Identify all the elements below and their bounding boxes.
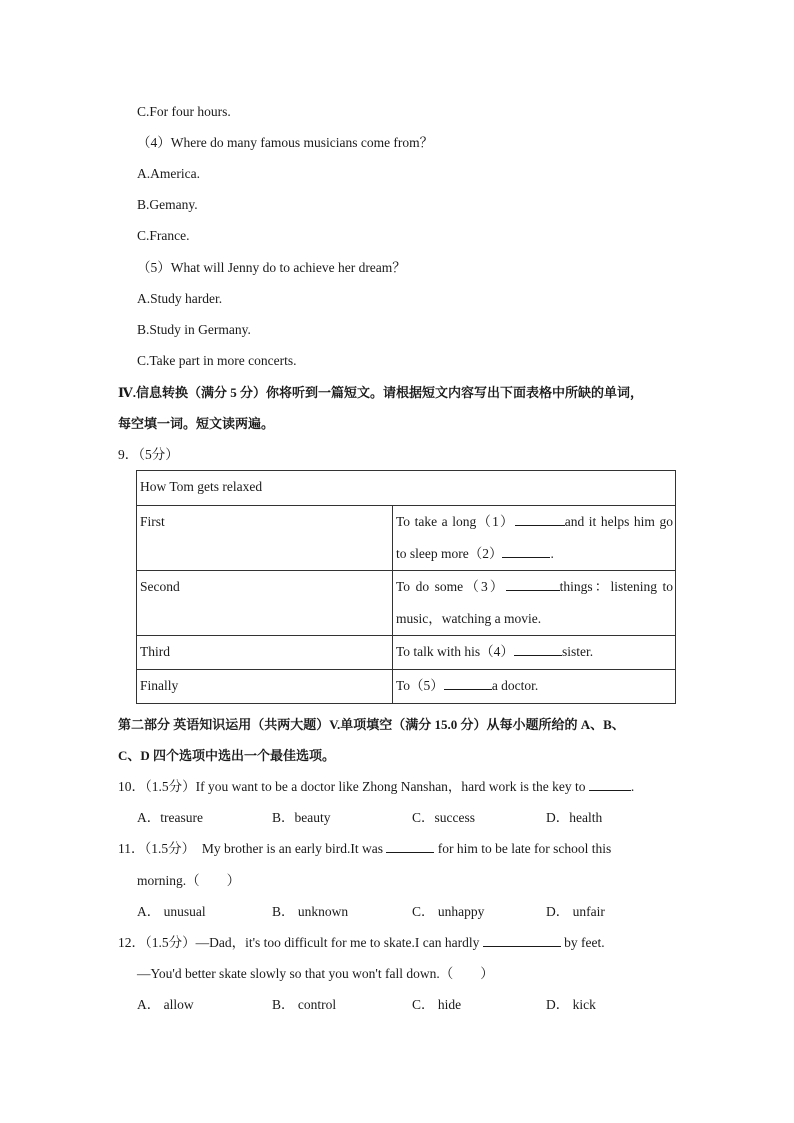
row-step: Second <box>137 571 393 636</box>
q11 <box>118 840 611 858</box>
row-text <box>393 670 676 704</box>
row-text-part: sister. <box>561 644 594 659</box>
row-text-part: things：listening to music，watching a movie. <box>396 579 673 626</box>
q10-option-b[interactable]: B．beauty <box>272 810 331 825</box>
blank-3[interactable] <box>506 578 560 591</box>
part2-header-cont: C、D 四个选项中选出一个最佳选项。 <box>118 748 336 763</box>
row-text <box>393 571 676 636</box>
blank-2[interactable] <box>502 545 550 558</box>
q12-option-d[interactable]: D． kick <box>546 997 596 1012</box>
q11-line2: morning.（ ） <box>137 873 241 888</box>
question-number: 10．（1.5分） <box>118 779 196 794</box>
table-row <box>137 571 676 636</box>
row-step: Third <box>137 636 393 670</box>
question-text: . <box>630 779 635 794</box>
q10-option-a[interactable]: A．treasure <box>137 810 203 825</box>
q12-option-c[interactable]: C． hide <box>412 997 462 1012</box>
info-table <box>136 470 676 704</box>
part2-header: 第二部分 英语知识运用（共两大题）V.单项填空（满分 15.0 分）从每小题所给的 A、B、 <box>118 717 625 732</box>
q11-option-d[interactable]: D． unfair <box>546 904 605 919</box>
q12 <box>118 934 605 952</box>
section4-header: Ⅳ.信息转换（满分 5 分）你将听到一篇短文。请根据短文内容写出下面表格中所缺的单词， <box>118 385 644 400</box>
question-text: by feet. <box>564 935 605 950</box>
q5-option-b: B.Study in Germany. <box>137 322 251 337</box>
question-number: 12．（1.5分） <box>118 935 196 950</box>
table-row <box>137 636 676 670</box>
row-text <box>393 506 676 571</box>
blank-1[interactable] <box>515 513 565 526</box>
row-text-part: To talk with his（4） <box>396 644 514 659</box>
q11-option-c[interactable]: C． unhappy <box>412 904 485 919</box>
table-row <box>137 670 676 704</box>
q12-option-b[interactable]: B． control <box>272 997 337 1012</box>
row-text-part: a doctor. <box>491 678 539 693</box>
q3-option-c: C.For four hours. <box>137 104 231 119</box>
question-number: 11．（1.5分） <box>118 841 196 856</box>
blank-5[interactable] <box>444 677 492 690</box>
question-text: —Dad，it's too difficult for me to skate.I can hardly <box>195 935 480 950</box>
table-title: How Tom gets relaxed <box>137 471 676 506</box>
q11-option-a[interactable]: A． unusual <box>137 904 206 919</box>
answer-blank[interactable] <box>483 934 561 947</box>
q10 <box>118 778 634 796</box>
q4-option-a: A.America. <box>137 166 200 181</box>
answer-blank[interactable] <box>386 840 434 853</box>
q9-label: 9．（5分） <box>118 447 179 462</box>
q12-option-a[interactable]: A． allow <box>137 997 194 1012</box>
q10-option-d[interactable]: D．health <box>546 810 603 825</box>
section4-header-cont: 每空填一词。短文读两遍。 <box>118 416 275 431</box>
row-step: First <box>137 506 393 571</box>
table-row <box>137 506 676 571</box>
row-text-part: To do some（3） <box>396 579 506 594</box>
q5-option-a: A.Study harder. <box>137 291 223 306</box>
q5-question: （5）What will Jenny do to achieve her dream？ <box>137 260 406 275</box>
row-text-part: . <box>550 545 554 561</box>
q11-option-b[interactable]: B． unknown <box>272 904 349 919</box>
row-step: Finally <box>137 670 393 704</box>
answer-blank[interactable] <box>589 778 631 791</box>
question-text: My brother is an early bird.It was <box>201 841 383 856</box>
question-text: for him to be late for school this <box>437 841 612 856</box>
row-text <box>393 636 676 670</box>
q12-line2: —You'd better skate slowly so that you won't fall down.（ ） <box>137 966 494 981</box>
q5-option-c: C.Take part in more concerts. <box>137 353 297 368</box>
row-text-part: To take a long（1） <box>396 514 515 529</box>
q4-question: （4）Where do many famous musicians come from？ <box>137 135 434 150</box>
question-text: If you want to be a doctor like Zhong Nanshan，hard work is the key to <box>195 779 586 794</box>
row-text-part: To（5） <box>396 678 444 693</box>
q4-option-c: C.France. <box>137 228 190 243</box>
row-text-part: and it helps him go to sleep more（2） <box>396 514 674 561</box>
q10-option-c[interactable]: C．success <box>412 810 475 825</box>
q4-option-b: B.Gemany. <box>137 197 198 212</box>
blank-4[interactable] <box>514 643 562 656</box>
